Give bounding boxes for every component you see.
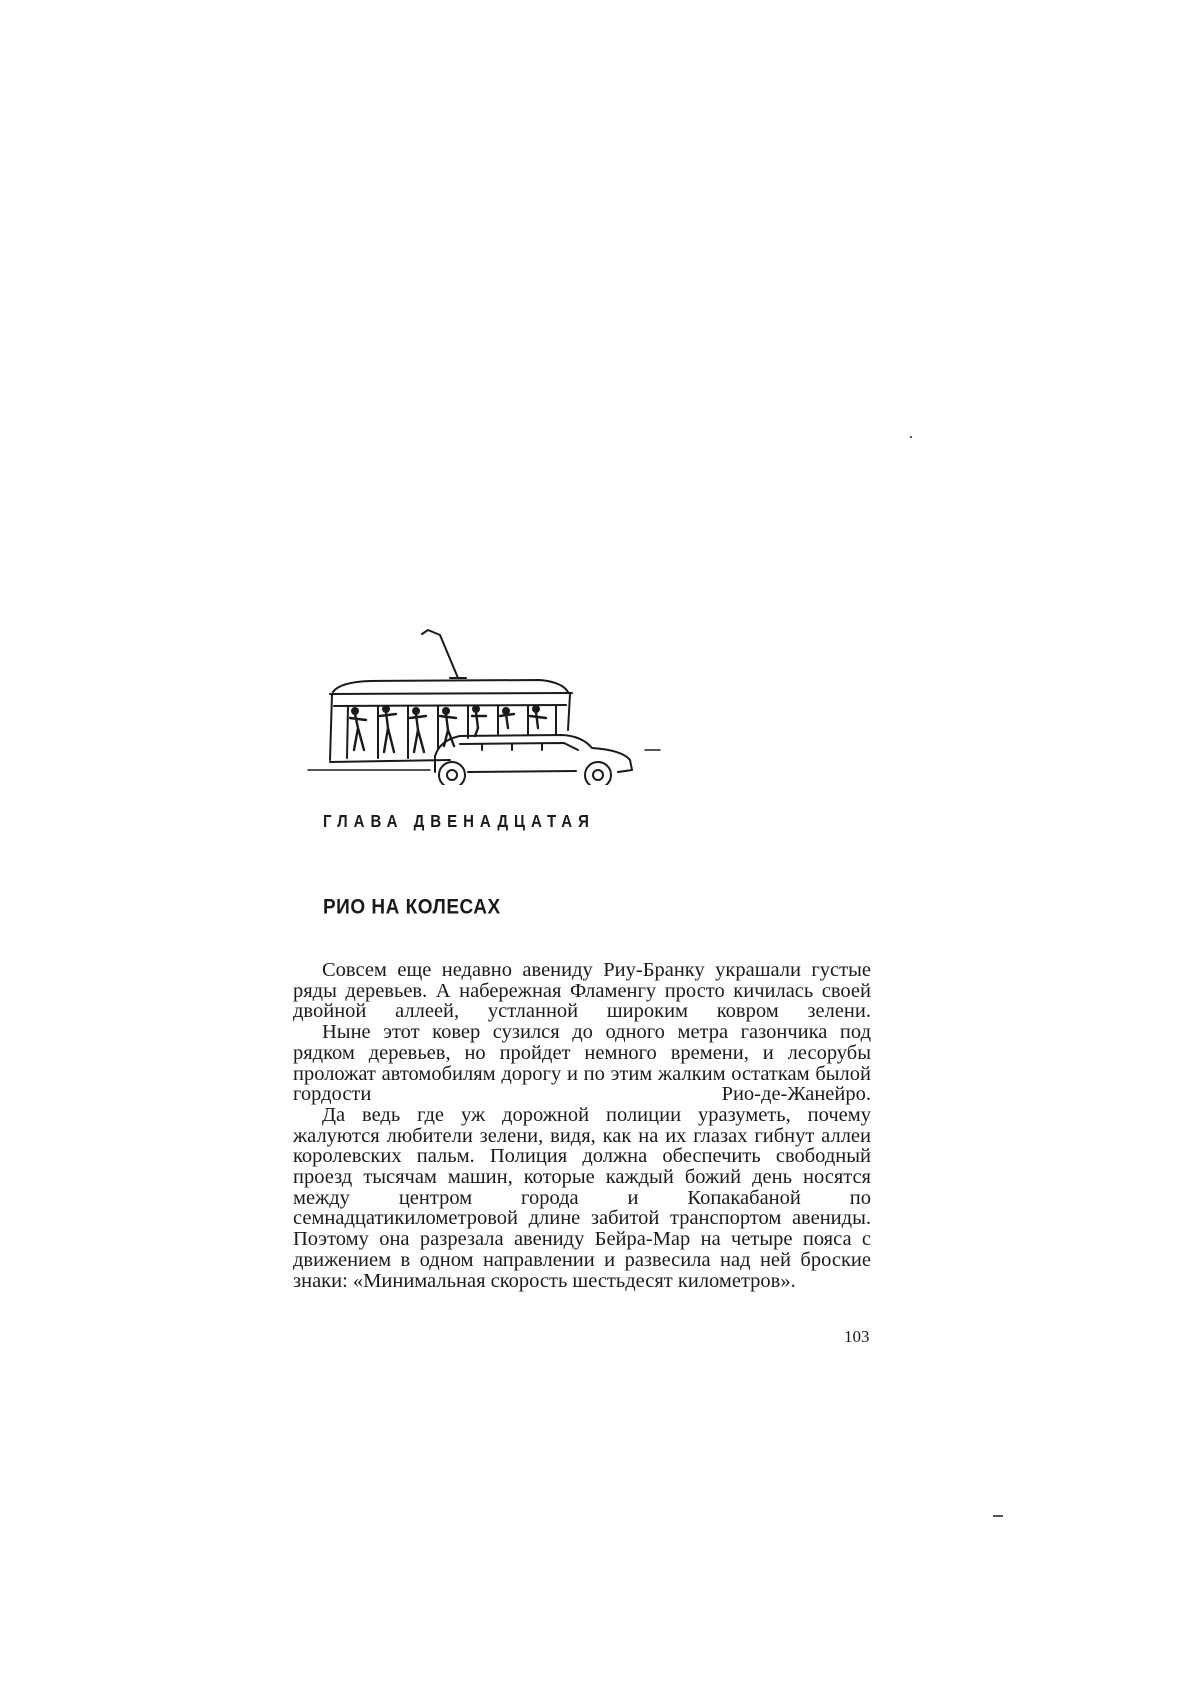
chapter-label: ГЛАВА ДВЕНАДЦАТАЯ [323, 812, 595, 832]
scan-speck [910, 436, 912, 438]
paragraph: Ныне этот ковер сузился до одного метра газончика под рядком деревьев, но пройдет немного времени, и лесорубы проложат автомобилям дорогу и по этим жалким остаткам былой гордости Рио-де-Жанейро. [293, 1021, 871, 1106]
scan-speck [993, 1515, 1003, 1517]
chapter-title: РИО НА КОЛЕСАХ [323, 896, 501, 920]
paragraph: Да ведь где уж дорожной полиции уразуметь, почему жалуются любители зелени, видя, как на их глазах гибнут аллеи королевских пальм. Полиция должна обеспечить свободный проезд тысячам машин, которые каждый божий день носятся между центром города и Копакабаной по семнадцатикилометровой длине забитой транспортом авениды. Поэтому она разрезала авениду Бейра-Мар на четыре пояса с движением в одном направлении и развесила над ней броские знаки: «Минимальная скорость шестьдесят километров». [293, 1103, 871, 1292]
tram-and-car-illustration [300, 610, 670, 785]
body-text [293, 960, 871, 1291]
page-number: 103 [844, 1327, 870, 1346]
paragraph: Совсем еще недавно авениду Риу-Бранку украшали густые ряды деревьев. А набережная Фламенгу просто кичилась своей двойной аллеей, устланной широким ковром зелени. [293, 959, 871, 1023]
